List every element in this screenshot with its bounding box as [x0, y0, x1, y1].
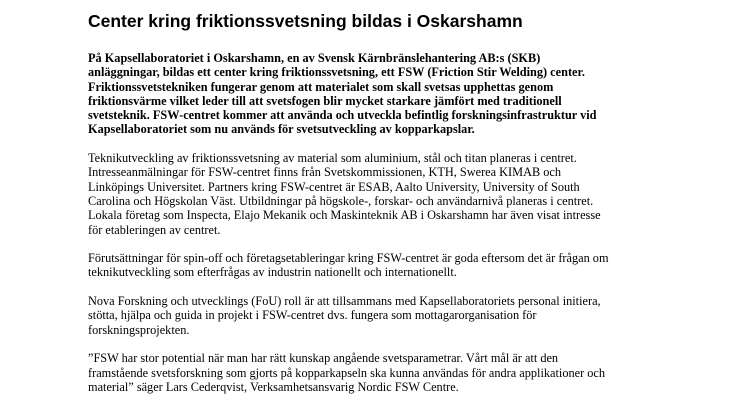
text-line: framstående svetsforskning som gjorts på kopparkapseln ska kunna användas för andra applikationer och — [88, 365, 606, 380]
text-line: svetsteknik. FSW-centret kommer att använda och utveckla befintlig forskningsinfrastruktur vid — [88, 108, 597, 123]
text-line: ”FSW har stor potential när man har rätt kunskap angående svetsparametrar. Vårt mål är att den — [88, 351, 559, 366]
text-line: för etableringen av centret. — [88, 222, 221, 237]
body-paragraph — [88, 151, 648, 237]
text-line: Kapsellaboratoriet som nu används för svetsutveckling av kopparkapslar. — [88, 122, 475, 137]
body-paragraph — [88, 294, 648, 337]
text-line: Nova Forskning och utvecklings (FoU) roll är att tillsammans med Kapsellaboratoriets personal initiera, — [88, 294, 601, 309]
text-line: Förutsättningar för spin-off och företagsetableringar kring FSW-centret är goda eftersom det är frågan om — [88, 251, 609, 266]
text-line: anläggningar, bildas ett center kring friktionssvetsning, ett FSW (Friction Stir Welding) center. — [88, 65, 585, 80]
text-line: friktionsvärme vilket leder till att svetsfogen blir mycket starkare jämfört med traditionell — [88, 93, 562, 108]
text-line: stötta, hjälpa och guida in projekt i FSW-centret dvs. fungera som mottagarorganisation för — [88, 308, 537, 323]
text-line: Linköpings Universitet. Partners kring FSW-centret är ESAB, Aalto University, University of South — [88, 179, 580, 194]
lead-paragraph — [88, 51, 648, 137]
text-line: Carolina och Högskolan Väst. Utbildningar på högskole-, forskar- och användarnivå planeras i centret. — [88, 193, 594, 208]
body-paragraph — [88, 351, 648, 394]
document-body — [88, 51, 648, 408]
text-line: Friktionssvetstekniken fungerar genom att materialet som skall svetsas upphettas genom — [88, 79, 554, 94]
text-line: forskningsprojekten. — [88, 322, 190, 337]
text-line: Lokala företag som Inspecta, Elajo Mekanik och Maskinteknik AB i Oskarshamn har även visat intresse — [88, 208, 601, 223]
text-line: På Kapsellaboratoriet i Oskarshamn, en av Svensk Kärnbränslehantering AB:s (SKB) — [88, 51, 541, 65]
text-line: Teknikutveckling av friktionssvetsning av material som aluminium, stål och titan planeras i centret. — [88, 151, 577, 166]
text-line: material” säger Lars Cederqvist, Verksamhetsansvarig Nordic FSW Centre. — [88, 379, 459, 394]
text-line: teknikutveckling som efterfrågas av industrin nationellt och internationellt. — [88, 265, 457, 280]
body-paragraph — [88, 251, 648, 280]
document-title: Center kring friktionssvetsning bildas i Oskarshamn — [88, 11, 523, 31]
text-line: Intresseanmälningar för FSW-centret finns från Svetskommissionen, KTH, Swerea KIMAB och — [88, 165, 561, 180]
